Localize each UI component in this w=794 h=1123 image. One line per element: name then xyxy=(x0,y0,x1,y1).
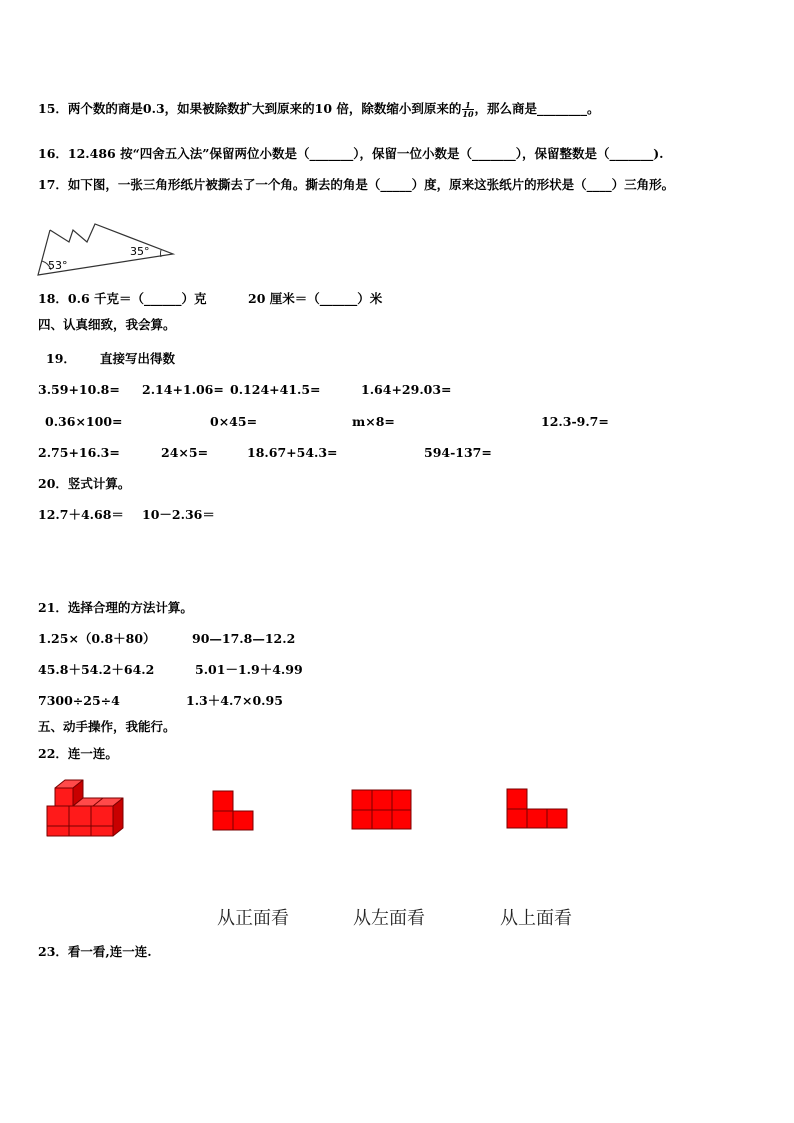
question-17: 17．如下图，一张三角形纸片被撕去了一个角。撕去的角是（_____）度，原来这张纸片的形状是（____）三角形。 xyxy=(38,177,675,192)
section-5-title: 五、动手操作，我能行。 xyxy=(38,719,176,734)
angle-arc-right xyxy=(160,250,161,257)
q19-r2-c2: 18.67+54.3= xyxy=(247,445,338,460)
q19-r2-c3: 594-137= xyxy=(424,445,492,460)
q19-r1-c0: 0.36×100= xyxy=(45,414,123,429)
q19-r1-c3: 12.3-9.7= xyxy=(541,414,609,429)
fraction-numerator: 1 xyxy=(462,101,473,110)
q19-r1-c1: 0×45= xyxy=(210,414,258,429)
angle-label-35: 35° xyxy=(130,245,150,258)
question-15 xyxy=(38,101,600,118)
question-16: 16．12.486 按“四舍五入法”保留两位小数是（_______），保留一位小数是（_______），保留整数是（_______). xyxy=(38,146,664,161)
question-18-part2: 20 厘米＝（______）米 xyxy=(248,291,383,306)
cube-front-face xyxy=(47,826,69,836)
question-19-number: 19． xyxy=(46,351,76,366)
q19-r0-c1: 2.14+1.06= xyxy=(142,382,224,397)
q21-r0-c1: 90—17.8—12.2 xyxy=(192,631,296,646)
q15-text-after: ，那么商是________。 xyxy=(474,101,600,116)
q21-r2-c1: 1.3＋4.7×0.95 xyxy=(186,693,283,708)
q19-r0-c2: 0.124+41.5= xyxy=(230,382,321,397)
q21-r2-c0: 7300÷25÷4 xyxy=(38,693,120,708)
question-21-title: 21．选择合理的方法计算。 xyxy=(38,600,193,615)
q15-text-before: 15．两个数的商是0.3，如果被除数扩大到原来的10 倍，除数缩小到原来的 xyxy=(38,101,462,116)
question-22-title: 22．连一连。 xyxy=(38,746,118,761)
cube-front-face xyxy=(91,806,113,826)
view-label-front: 从正面看 xyxy=(217,908,289,929)
cube-stack-3d xyxy=(45,778,127,840)
cube-front-face xyxy=(55,788,73,806)
q21-r1-c1: 5.01－1.9＋4.99 xyxy=(195,662,303,677)
view-shape-long-l xyxy=(506,788,570,830)
fraction-one-tenth xyxy=(462,101,473,118)
q21-r0-c0: 1.25×（0.8＋80） xyxy=(38,631,156,646)
torn-triangle-figure xyxy=(35,220,175,280)
question-19-title: 直接写出得数 xyxy=(100,351,176,366)
cube-front-face xyxy=(69,826,91,836)
fraction-denominator: 10 xyxy=(462,109,474,119)
q20-item-0: 12.7＋4.68＝ xyxy=(38,507,124,522)
q19-r0-c0: 3.59+10.8= xyxy=(38,382,120,397)
cube-front-face xyxy=(69,806,91,826)
view-label-top: 从上面看 xyxy=(500,908,572,929)
q20-item-1: 10－2.36＝ xyxy=(142,507,215,522)
view-shape-grid xyxy=(351,789,413,831)
cube-front-face xyxy=(47,806,69,826)
question-18-part1: 18．0.6 千克＝（______）克 xyxy=(38,291,207,306)
q19-r1-c2: m×8= xyxy=(352,414,395,429)
view-shape-l xyxy=(212,790,256,832)
q21-r1-c0: 45.8＋54.2＋64.2 xyxy=(38,662,155,677)
q19-r0-c3: 1.64+29.03= xyxy=(361,382,452,397)
question-20-title: 20．竖式计算。 xyxy=(38,476,131,491)
q19-r2-c1: 24×5= xyxy=(161,445,209,460)
section-4-title: 四、认真细致，我会算。 xyxy=(38,317,176,332)
view-label-left: 从左面看 xyxy=(353,908,425,929)
question-23-title: 23．看一看,连一连. xyxy=(38,944,152,959)
q19-r2-c0: 2.75+16.3= xyxy=(38,445,120,460)
angle-label-53: 53° xyxy=(48,259,68,272)
cube-front-face xyxy=(91,826,113,836)
